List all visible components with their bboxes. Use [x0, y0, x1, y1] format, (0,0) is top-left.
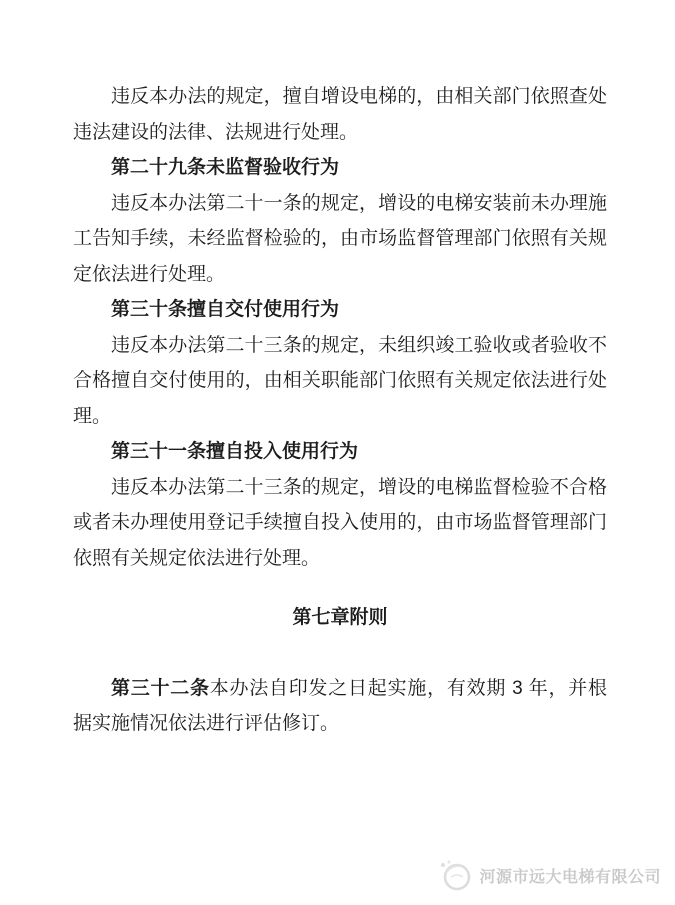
footer-watermark	[437, 857, 661, 893]
company-name: 河源市远大电梯有限公司	[479, 868, 661, 886]
article32-lead: 第三十二条	[111, 677, 210, 699]
paragraph-article29-penalty: 违反本办法第二十一条的规定，增设的电梯安装前未办理施工告知手续，未经监督检验的，由市场监督管理部门依照有关规定依法进行处理。	[73, 192, 607, 285]
article31-heading: 第三十一条擅自投入使用行为	[111, 441, 359, 462]
paragraph-article28-penalty: 违反本办法的规定，擅自增设电梯的，由相关部门依照查处违法建设的法律、法规进行处理。	[73, 86, 607, 143]
article30-heading: 第三十条擅自交付使用行为	[111, 299, 340, 320]
article29-heading: 第二十九条未监督验收行为	[111, 157, 340, 178]
paragraph-article32	[73, 671, 607, 742]
document-content	[73, 79, 607, 742]
paragraph-article31-penalty: 违反本办法第二十三条的规定，增设的电梯监督检验不合格或者未办理使用登记手续擅自投入使用的，由市场监督管理部门依照有关规定依法进行处理。	[73, 476, 607, 569]
chapter7-heading: 第七章附则	[292, 607, 388, 628]
paragraph-article30-penalty: 违反本办法第二十三条的规定，未组织竣工验收或者验收不合格擅自交付使用的，由相关职能部门依照有关规定依法进行处理。	[73, 334, 607, 427]
article32-body-text: 本办法自印发之日起实施，有效期 3 年，并根据实施情况依法进行评估修订。	[73, 677, 607, 734]
company-logo-icon	[437, 857, 473, 893]
